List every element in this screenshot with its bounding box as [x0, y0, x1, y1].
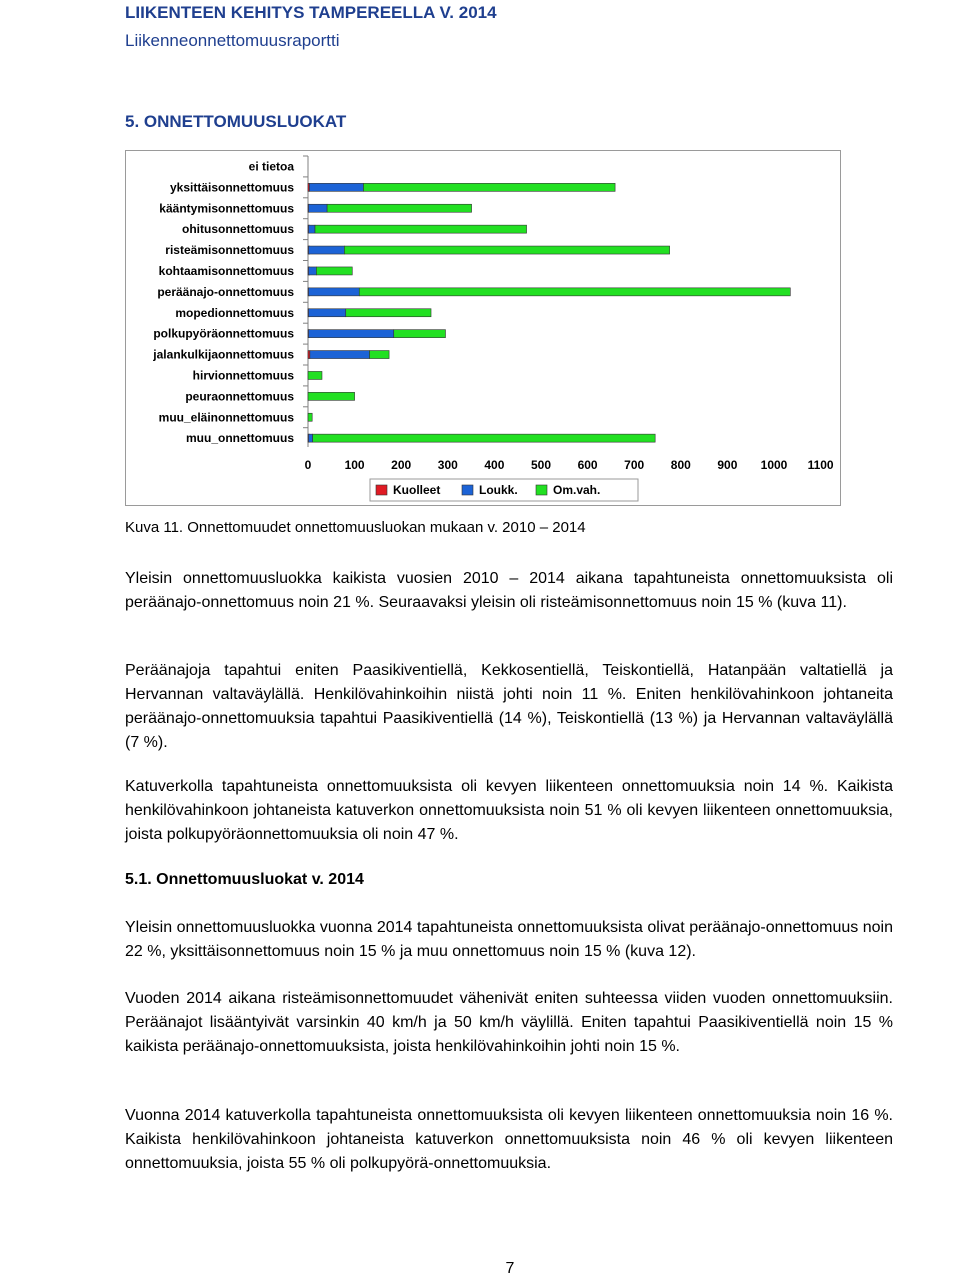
x-tick-label: 100: [344, 458, 365, 472]
legend-swatch: [376, 485, 387, 495]
bar-segment: [308, 267, 316, 275]
bar-segment: [308, 330, 393, 338]
category-label: kohtaamisonnettomuus: [158, 263, 294, 278]
report-subtitle: Liikenneonnettomuusraportti: [125, 31, 340, 50]
x-tick-label: 700: [624, 458, 645, 472]
bar-segment: [309, 183, 363, 191]
accident-category-chart: [126, 151, 840, 505]
category-label: hirvionnettomuus: [192, 368, 294, 383]
bar-segment: [315, 225, 527, 233]
x-tick-label: 800: [670, 458, 691, 472]
bar-segment: [370, 351, 390, 359]
paragraph-1: Yleisin onnettomuusluokka kaikista vuosien 2010 – 2014 aikana tapahtuneista onnettomuuksista oli peräänajo-onnettomuus noin 21 %. Seuraavaksi yleisin oli risteämisonnettomuus noin 15 % (kuva 11).: [125, 570, 893, 611]
bar-segment: [327, 204, 471, 212]
x-tick-label: 500: [530, 458, 552, 472]
category-label: jalankulkijaonnettomuus: [153, 347, 294, 362]
x-tick-label: 300: [437, 458, 458, 472]
x-tick-label: 200: [391, 458, 412, 472]
legend-label: Kuolleet: [393, 483, 441, 497]
category-label: yksittäisonnettomuus: [169, 180, 294, 195]
bar-segment: [313, 434, 656, 442]
category-label: ohitusonnettomuus: [182, 222, 294, 237]
bar-segment: [308, 246, 344, 254]
category-label: mopedionnettomuus: [175, 305, 294, 320]
bar-segment: [308, 392, 355, 400]
bar-segment: [308, 434, 312, 442]
bar-segment: [310, 351, 370, 359]
paragraph-6: Vuonna 2014 katuverkolla tapahtuneista onnettomuuksista oli kevyen liikenteen onnettomuuksia noin 16 %. Kaikista henkilövahinkoon johtaneista katuverkon onnettomuuksista noin 46 % oli kevyen liikenteen onnettomuuksia, joista 55 % oli polkupyörä-onnettomuuksia.: [125, 1107, 893, 1172]
legend-swatch: [536, 485, 547, 495]
bar-segment: [363, 183, 615, 191]
page-header: [125, 2, 497, 52]
category-label: kääntymisonnettomuus: [159, 201, 294, 216]
bar-segment: [308, 413, 312, 421]
paragraph-3: Katuverkolla tapahtuneista onnettomuuksista oli kevyen liikenteen onnettomuuksia noin 14 %. Kaikista henkilövahinkoon johtaneista katuverkon onnettomuuksista noin 51 % oli kevyen liikenteen onnettomuuksia, joista polkupyöräonnettomuuksia oli noin 47 %.: [125, 778, 893, 843]
bar-segment: [308, 225, 315, 233]
x-tick-label: 0: [304, 458, 312, 472]
legend-swatch: [462, 485, 473, 495]
page-number: 7: [505, 1260, 515, 1277]
x-tick-label: 600: [577, 458, 598, 472]
section-title: 5. ONNETTOMUUSLUOKAT: [125, 112, 347, 131]
chart-frame: [125, 150, 841, 506]
subheading: 5.1. Onnettomuusluokat v. 2014: [125, 871, 364, 888]
legend-label: Loukk.: [479, 483, 518, 497]
bar-segment: [344, 246, 669, 254]
bar-segment: [308, 288, 359, 296]
bar-segment: [308, 204, 327, 212]
category-label: polkupyöräonnettomuus: [153, 326, 294, 341]
category-label: risteämisonnettomuus: [165, 243, 294, 258]
bar-segment: [359, 288, 790, 296]
legend-label: Om.vah.: [553, 483, 601, 497]
paragraph-2: Peräänajoja tapahtui eniten Paasikiventiellä, Kekkosentiellä, Teiskontiellä, Hatanpään valtatiellä ja Hervannan valtaväylällä. Henkilövahinkoihin niistä johti noin 11 %. Eniten henkilövahinkoon johtaneita peräänajo-onnettomuuksia tapahtui Paasikiventiellä (14 %), Teiskontiellä (13 %) ja Hervannan valtaväylällä (7 %).: [125, 662, 893, 751]
figure-caption: Kuva 11. Onnettomuudet onnettomuusluokan mukaan v. 2010 – 2014: [125, 519, 586, 536]
category-label: peuraonnettomuus: [185, 389, 294, 404]
bar-segment: [346, 309, 431, 317]
bar-segment: [394, 330, 446, 338]
bar-segment: [308, 309, 345, 317]
x-tick-label: 1000: [760, 458, 788, 472]
category-label: muu_eläinonnettomuus: [158, 410, 294, 425]
category-label: muu_onnettomuus: [186, 431, 294, 446]
paragraph-4: Yleisin onnettomuusluokka vuonna 2014 tapahtuneista onnettomuuksista olivat peräänajo-onnettomuus noin 22 %, yksittäisonnettomuus noin 15 % ja muu onnettomuus noin 15 % (kuva 12).: [125, 919, 893, 960]
category-label: ei tietoa: [248, 159, 294, 174]
report-title: LIIKENTEEN KEHITYS TAMPEREELLA V. 2014: [125, 3, 497, 22]
category-label: peräänajo-onnettomuus: [157, 284, 294, 299]
x-tick-label: 900: [717, 458, 738, 472]
bar-segment: [308, 371, 322, 379]
bar-segment: [316, 267, 352, 275]
x-tick-label: 400: [484, 458, 505, 472]
paragraph-5: Vuoden 2014 aikana risteämisonnettomuudet vähenivät eniten suhteessa viiden vuoden onnettomuuksiin. Peräänajot lisääntyivät varsinkin 40 km/h ja 50 km/h väylillä. Eniten tapahtui Paasikiventiellä noin 15 % kaikista peräänajo-onnettomuuksista, joista henkilövahinkoihin johti noin 15 %.: [125, 990, 893, 1055]
x-tick-label: 1100: [807, 458, 834, 472]
